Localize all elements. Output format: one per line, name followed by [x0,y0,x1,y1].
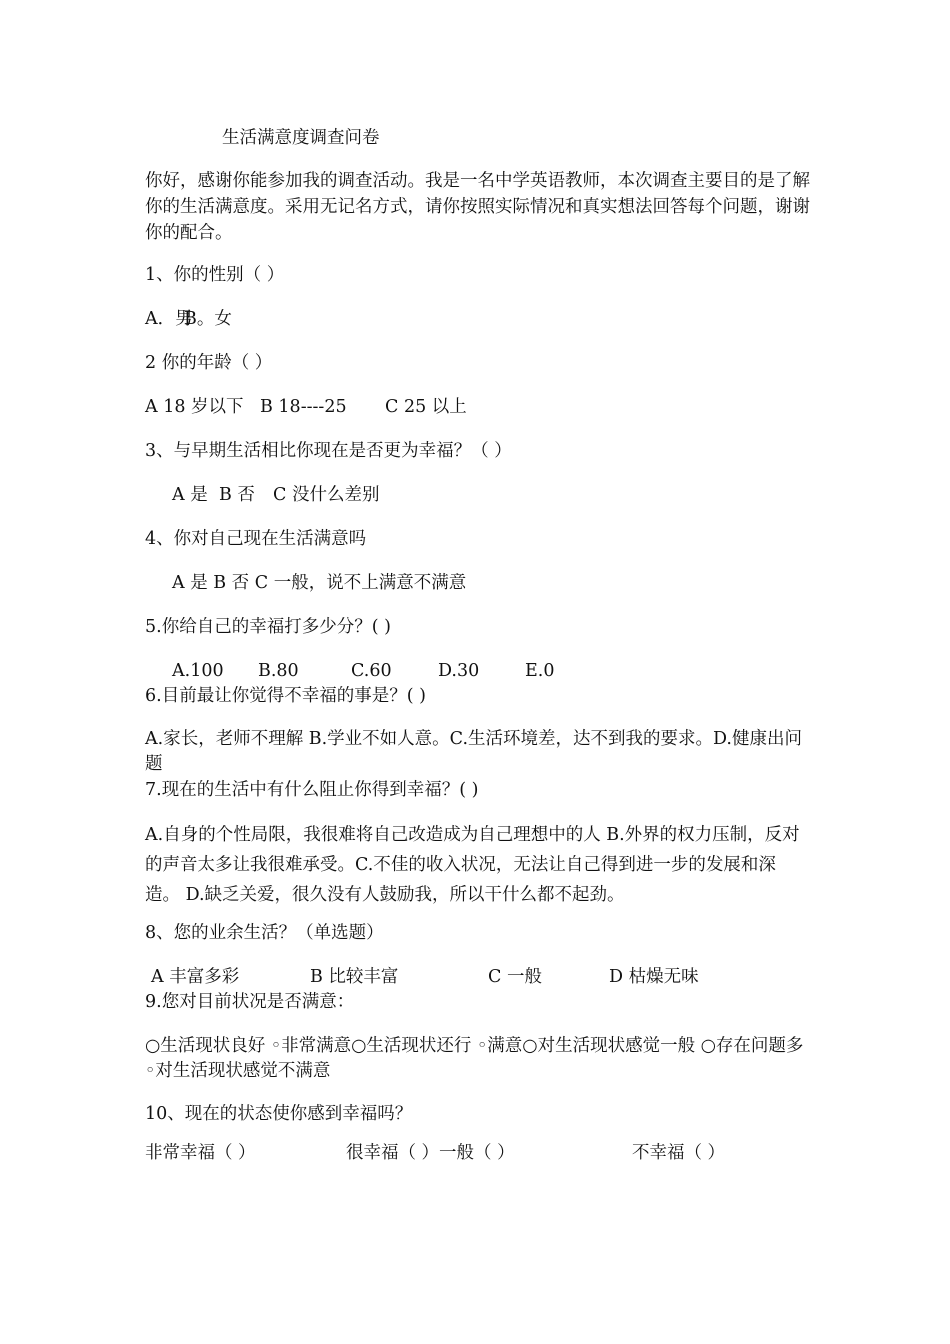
option-10c: 不幸福（ ） [632,1143,726,1163]
question-5: 5.你给自己的幸福打多少分？( ) [145,617,391,637]
question-6-options: A.家长，老师不理解 B.学业不如人意。C.生活环境差，达不到我的要求。D.健康出问题 [145,729,802,774]
intro-paragraph: 你好，感谢你能参加我的调查活动。我是一名中学英语教师，本次调查主要目的是了解你的生活满意度。采用无记名方式，请你按照实际情况和真实想法回答每个问题，谢谢你的配合。 [145,171,810,243]
question-1: 1、你的性别（ ） [145,265,285,285]
option-5d: D.30 [438,661,480,681]
question-9: 9.您对目前状况是否满意： [145,992,355,1012]
question-8: 8、您的业余生活？（单选题） [145,923,384,943]
option-3a: A 是 [172,485,208,505]
option-5b: B.80 [258,661,299,681]
question-3-options [172,482,837,509]
question-4-options: A 是 B 否 C 一般，说不上满意不满意 [172,573,467,593]
option-1a: A．男 [145,309,193,329]
question-10-options [145,1140,810,1167]
option-8c: C 一般 [488,967,542,987]
option-5c: C.60 [351,661,392,681]
option-2b: B 18----25 [260,397,347,417]
question-8-options [151,964,816,991]
option-1b: B。女 [184,309,232,329]
option-2a: A 18 岁以下 [145,397,244,417]
question-4: 4、你对自己现在生活满意吗 [145,529,367,549]
question-9-options: ○生活现状良好 ◦非常满意○生活现状还行 ◦满意○对生活现状感觉一般 ○存在问题多 ◦对生活现状感觉不满意 [145,1036,804,1081]
option-10b: 很幸福（ ）一般（ ） [346,1143,515,1163]
option-5e: E.0 [525,661,555,681]
question-7-options: A.自身的个性局限，我很难将自己改造成为自己理想中的人 B.外界的权力压制，反对的声音太多让我很难承受。C.不佳的收入状况，无法让自己得到进一步的发展和深造。 D.缺乏关爱，很久没有人鼓励我，所以干什么都不起劲。 [145,825,800,905]
option-10a: 非常幸福（ ） [145,1143,256,1163]
option-8d: D 枯燥无味 [609,967,699,987]
option-5a: A.100 [172,661,224,681]
option-8a: A 丰富多彩 [151,967,240,987]
option-3c: C 没什么差别 [273,485,380,505]
question-2-options [145,394,810,421]
question-1-options [145,306,810,333]
question-5-options [172,658,837,685]
question-10: 10、现在的状态使你感到幸福吗？ [145,1104,413,1124]
page-title: 生活满意度调查问卷 [222,128,380,148]
question-2: 2 你的年龄（ ） [145,353,273,373]
option-2c: C 25 以上 [385,397,467,417]
question-6: 6.目前最让你觉得不幸福的事是？( ) [145,686,426,706]
option-8b: B 比较丰富 [310,967,399,987]
question-3: 3、与早期生活相比你现在是否更为幸福？（ ） [145,441,512,461]
option-3b: B 否 [219,485,255,505]
question-7: 7.现在的生活中有什么阻止你得到幸福？( ) [145,780,479,800]
